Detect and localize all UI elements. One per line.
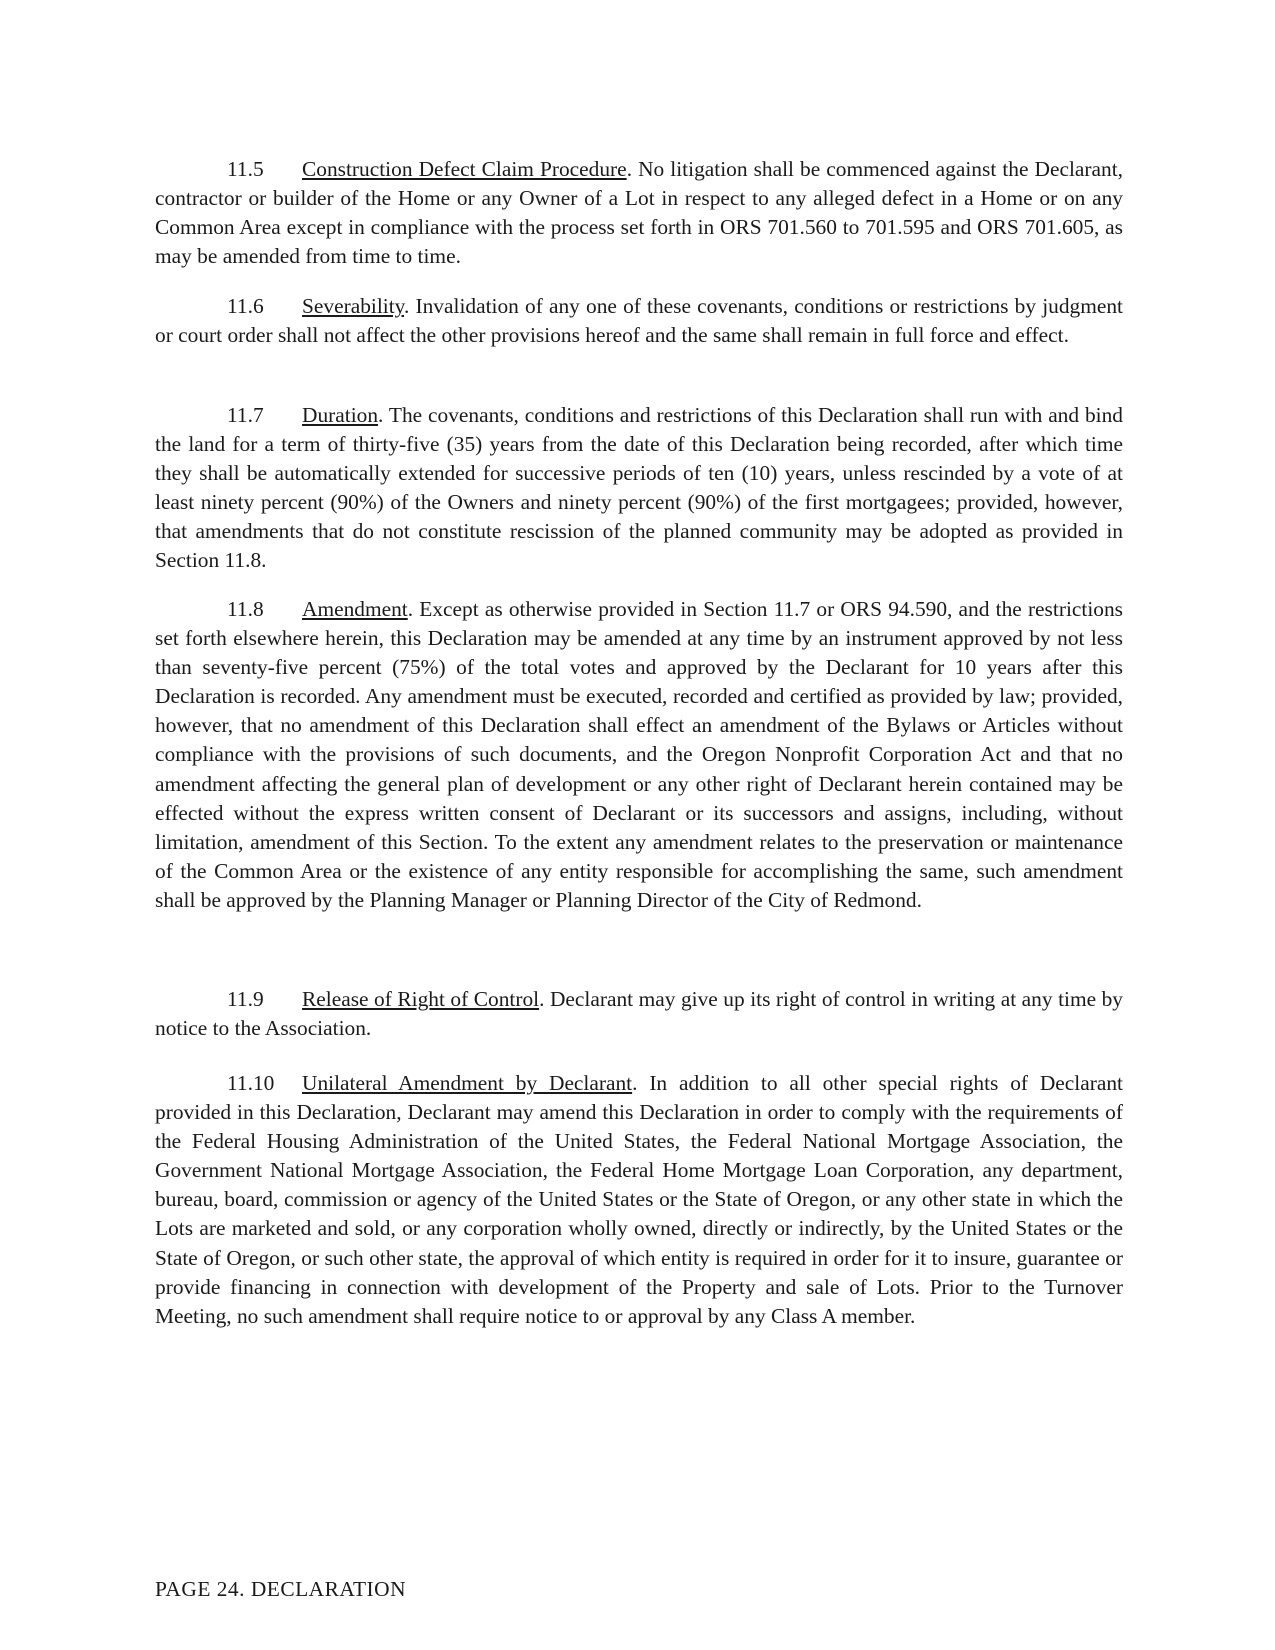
section-11-9 [155, 985, 1123, 1043]
section-heading: Unilateral Amendment by Declarant [302, 1071, 633, 1095]
section-11-7 [155, 401, 1123, 576]
section-number: 11.8 [227, 597, 264, 621]
section-heading: Construction Defect Claim Procedure [302, 157, 627, 181]
section-body: . No litigation shall be commenced against the Declarant, contractor or builder of the Home or any Owner of a Lot in respect to any alleged defect in a Home or on any Common Area except in compliance with the process set forth in ORS 701.560 to 701.595 and ORS 701.605, as may be amended from time to time. [155, 157, 1123, 269]
page-footer: PAGE 24. DECLARATION [155, 1577, 407, 1601]
section-body: . In addition to all other special rights of Declarant provided in this Declaration, Declarant may amend this Declaration in order to comply with the requirements of the Federal Housing Administration of the United States, the Federal National Mortgage Association, the Government National Mortgage Association, the Federal Home Mortgage Loan Corporation, any department, bureau, board, commission or agency of the United States or the State of Oregon, or any other state in which the Lots are marketed and sold, or any corporation wholly owned, directly or indirectly, by the United States or the State of Oregon, or such other state, the approval of which entity is required in order for it to insure, guarantee or provide financing in connection with development of the Property and sale of Lots. Prior to the Turnover Meeting, no such amendment shall require notice to or approval by any Class A member. [155, 1071, 1123, 1328]
section-number: 11.7 [227, 403, 264, 427]
section-body: . The covenants, conditions and restrictions of this Declaration shall run with and bind the land for a term of thirty-five (35) years from the date of this Declaration being recorded, after which time they shall be automatically extended for successive periods of ten (10) years, unless rescinded by a vote of at least ninety percent (90%) of the Owners and ninety percent (90%) of the first mortgagees; provided, however, that amendments that do not constitute rescission of the planned community may be adopted as provided in Section 11.8. [155, 403, 1123, 573]
section-11-5 [155, 155, 1123, 271]
section-number: 11.6 [227, 294, 264, 318]
section-body: . Except as otherwise provided in Section 11.7 or ORS 94.590, and the restrictions set forth elsewhere herein, this Declaration may be amended at any time by an instrument approved by not less than seventy-five percent (75%) of the total votes and approved by the Declarant for 10 years after this Declaration is recorded. Any amendment must be executed, recorded and certified as provided by law; provided, however, that no amendment of this Declaration shall effect an amendment of the Bylaws or Articles without compliance with the provisions of such documents, and the Oregon Nonprofit Corporation Act and that no amendment affecting the general plan of development or any other right of Declarant herein contained may be effected without the express written consent of Declarant or its successors and assigns, including, without limitation, amendment of this Section. To the extent any amendment relates to the preservation or maintenance of the Common Area or the existence of any entity responsible for accomplishing the same, such amendment shall be approved by the Planning Manager or Planning Director of the City of Redmond. [155, 597, 1123, 912]
section-heading: Amendment [302, 597, 408, 621]
section-body: . Declarant may give up its right of control in writing at any time by notice to the Association. [155, 987, 1123, 1041]
section-11-8 [155, 595, 1123, 915]
section-number: 11.5 [227, 157, 264, 181]
section-heading: Severability [302, 294, 404, 318]
section-number: 11.10 [227, 1071, 275, 1095]
section-body: . Invalidation of any one of these covenants, conditions or restrictions by judgment or court order shall not affect the other provisions hereof and the same shall remain in full force and effect. [155, 294, 1123, 348]
section-11-10 [155, 1069, 1123, 1331]
section-heading: Release of Right of Control [302, 987, 540, 1011]
section-number: 11.9 [227, 987, 264, 1011]
section-11-6 [155, 292, 1123, 350]
section-heading: Duration [302, 403, 379, 427]
